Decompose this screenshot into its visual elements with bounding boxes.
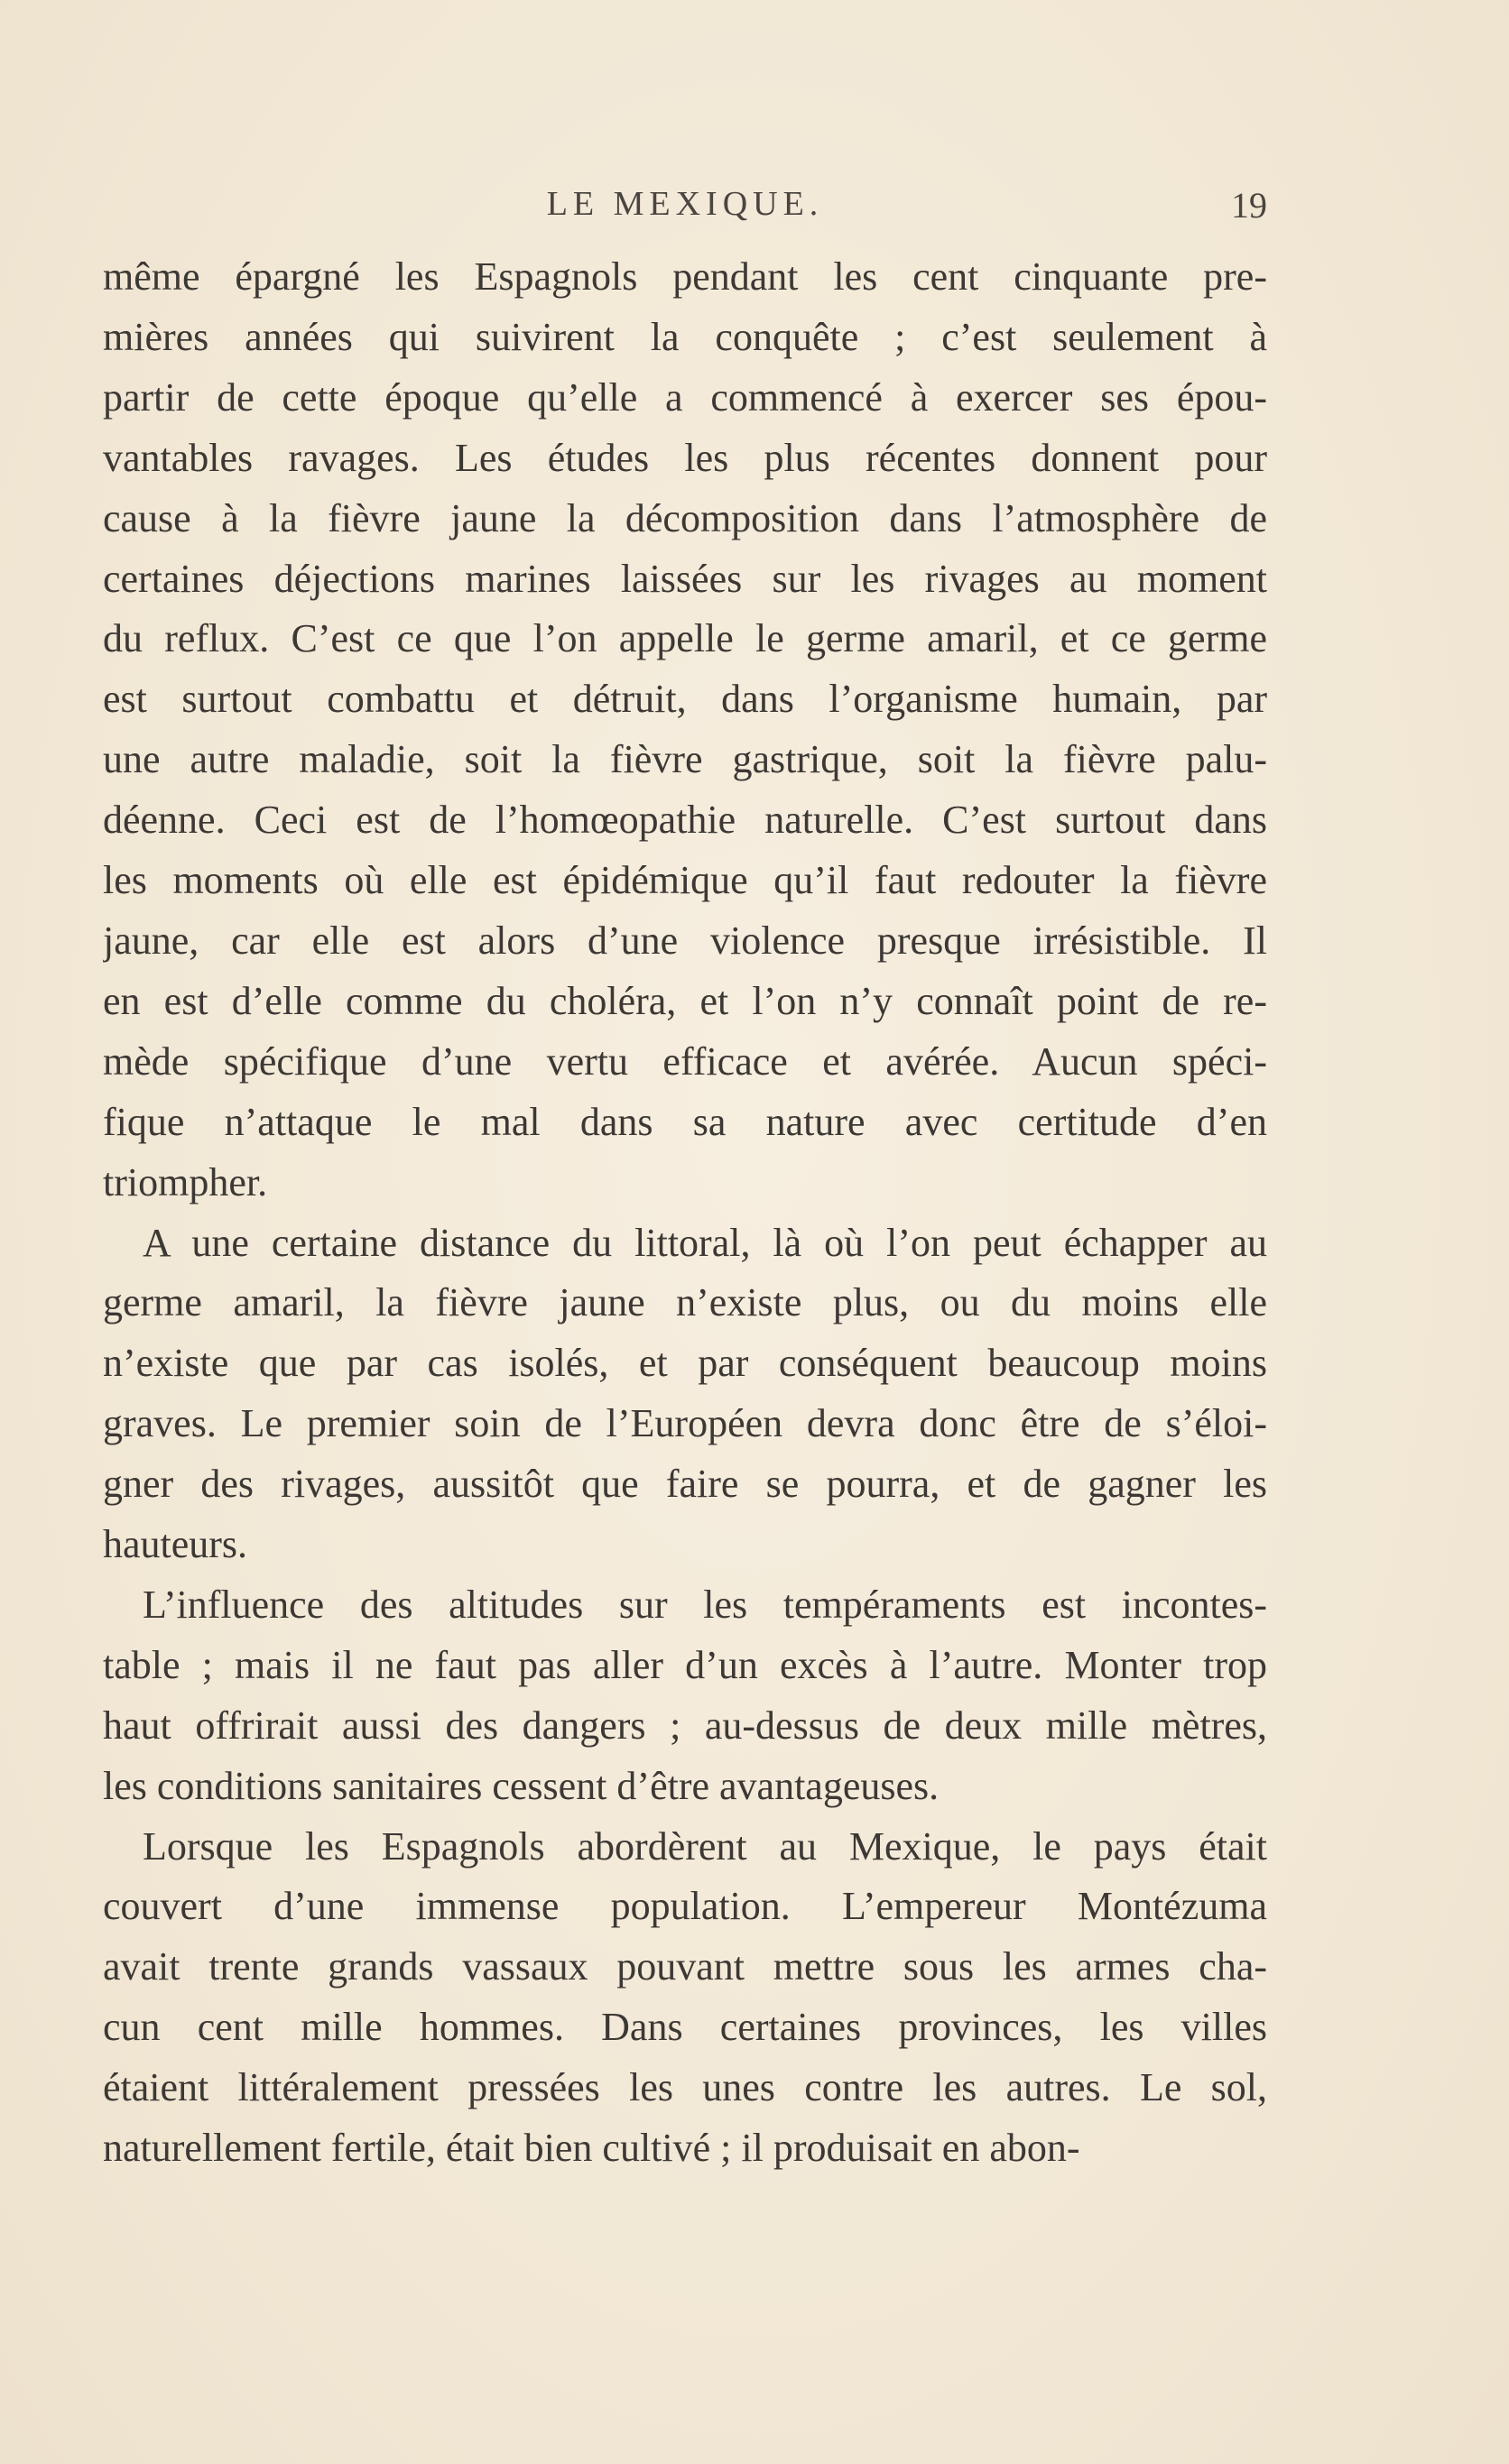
text-line: naturellement fertile, était bien cultivé ; il produisait en abon- [103,2126,1080,2171]
text-line: en est d’elle comme du choléra, et l’on n’y connaît point de re- [103,978,1267,1023]
text-line: les conditions sanitaires cessent d’être avantageuses. [103,1763,940,1808]
text-line: mières années qui suivirent la conquête ; c’est seulement à [103,314,1267,359]
text-line: cause à la fièvre jaune la décomposition dans l’atmosphère de [103,495,1267,540]
text-line: Lorsque les Espagnols abordèrent au Mexique, le pays était [143,1823,1267,1869]
text-line: hauteurs. [103,1522,248,1567]
page-number: 19 [1231,185,1267,226]
text-line: une autre maladie, soit la fièvre gastrique, soit la fièvre palu- [103,737,1267,782]
text-line: table ; mais il ne faut pas aller d’un excès à l’autre. Monter trop [103,1642,1267,1687]
text-line: même épargné les Espagnols pendant les cent cinquante pre- [103,254,1267,299]
text-line: mède spécifique d’une vertu efficace et avérée. Aucun spéci- [103,1038,1267,1084]
text-line: les moments où elle est épidémique qu’il faut redouter la fièvre [103,858,1267,903]
text-line: vantables ravages. Les études les plus récentes donnent pour [103,435,1267,480]
body-text [103,247,1267,2179]
text-line: germe amaril, la fièvre jaune n’existe plus, ou du moins elle [103,1280,1267,1325]
text-line: graves. Le premier soin de l’Européen devra donc être de s’éloi- [103,1401,1267,1446]
running-head: LE MEXIQUE. [546,185,824,223]
text-line: fique n’attaque le mal dans sa nature avec certitude d’en [103,1099,1267,1144]
page-header [103,179,1267,233]
text-line: est surtout combattu et détruit, dans l’organisme humain, par [103,677,1267,722]
text-line: certaines déjections marines laissées sur les rivages au moment [103,556,1267,601]
paragraph [103,1575,1267,1817]
paragraph [103,247,1267,1214]
text-line: triompher. [103,1159,268,1204]
text-line: étaient littéralement pressées les unes contre les autres. Le sol, [103,2065,1267,2110]
paragraph [103,1817,1267,2179]
text-line: n’existe que par cas isolés, et par conséquent beaucoup moins [103,1341,1267,1386]
text-line: du reflux. C’est ce que l’on appelle le germe amaril, et ce germe [103,616,1267,661]
text-line: avait trente grands vassaux pouvant mettre sous les armes cha- [103,1944,1267,1989]
text-line: A une certaine distance du littoral, là où l’on peut échapper au [143,1220,1267,1265]
text-line: L’influence des altitudes sur les tempéraments est incontes- [143,1582,1267,1627]
paragraph [103,1214,1267,1575]
text-line: partir de cette époque qu’elle a commencé à exercer ses épou- [103,374,1267,420]
text-line: haut offrirait aussi des dangers ; au-dessus de deux mille mètres, [103,1703,1267,1748]
text-line: gner des rivages, aussitôt que faire se pourra, et de gagner les [103,1462,1267,1507]
text-line: cun cent mille hommes. Dans certaines provinces, les villes [103,2005,1267,2050]
text-line: jaune, car elle est alors d’une violence presque irrésistible. Il [103,918,1267,963]
text-line: déenne. Ceci est de l’homœopathie naturelle. C’est surtout dans [103,798,1267,843]
text-line: couvert d’une immense population. L’empereur Montézuma [103,1884,1267,1929]
